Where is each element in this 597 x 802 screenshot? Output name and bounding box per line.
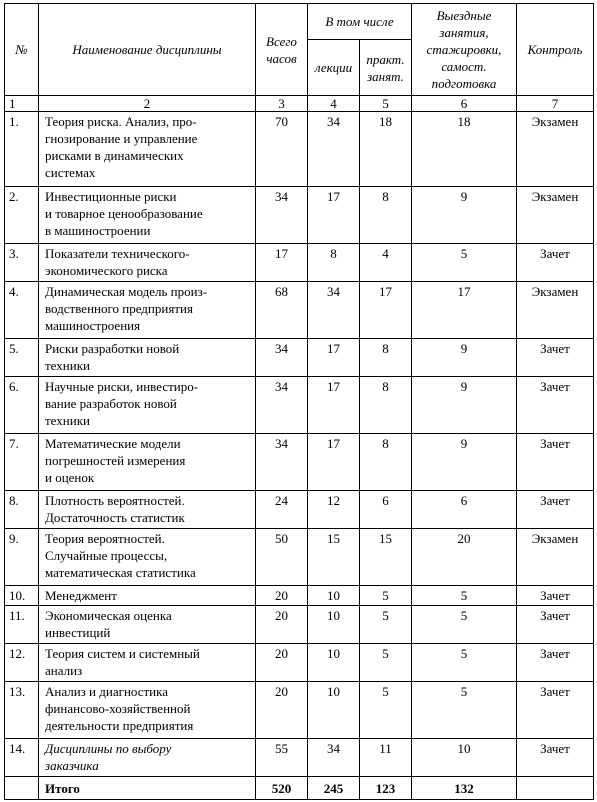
col-number: 5 bbox=[360, 96, 412, 112]
row-practice: 18 bbox=[360, 112, 412, 187]
header-control: Контроль bbox=[517, 4, 594, 96]
row-practice: 8 bbox=[360, 377, 412, 434]
table-row bbox=[5, 112, 594, 187]
row-name-line: Достаточность статистик bbox=[45, 510, 185, 525]
row-name-line: Теория вероятностей. bbox=[45, 531, 165, 546]
row-total: 20 bbox=[256, 644, 308, 682]
col-number: 2 bbox=[39, 96, 256, 112]
row-field: 5 bbox=[412, 586, 517, 606]
row-lectures: 15 bbox=[308, 529, 360, 586]
row-name-line: инвестиций bbox=[45, 625, 111, 640]
row-lectures: 12 bbox=[308, 491, 360, 529]
row-field: 5 bbox=[412, 606, 517, 644]
row-name bbox=[39, 112, 256, 187]
row-name bbox=[39, 339, 256, 377]
col-number: 3 bbox=[256, 96, 308, 112]
row-name-line: машиностроения bbox=[45, 318, 141, 333]
row-control: Зачет bbox=[517, 339, 594, 377]
row-practice: 5 bbox=[360, 586, 412, 606]
row-name bbox=[39, 434, 256, 491]
col-number: 7 bbox=[517, 96, 594, 112]
row-name-line: Математические модели bbox=[45, 436, 181, 451]
row-name-line: рисками в динамических bbox=[45, 148, 184, 163]
total-num bbox=[5, 777, 39, 800]
row-lectures: 8 bbox=[308, 244, 360, 282]
row-field: 20 bbox=[412, 529, 517, 586]
row-num: 3. bbox=[5, 244, 39, 282]
row-total: 68 bbox=[256, 282, 308, 339]
column-number-row bbox=[5, 96, 594, 112]
row-name-line: Динамическая модель произ- bbox=[45, 284, 208, 299]
row-practice: 8 bbox=[360, 339, 412, 377]
row-name bbox=[39, 491, 256, 529]
row-name bbox=[39, 244, 256, 282]
header-total-text: Всего часов bbox=[266, 33, 297, 66]
row-num: 1. bbox=[5, 112, 39, 187]
header-lectures: лекции bbox=[308, 40, 360, 96]
row-name-line: вание разработок новой bbox=[45, 396, 177, 411]
row-name bbox=[39, 529, 256, 586]
total-lectures: 245 bbox=[308, 777, 360, 800]
table-row bbox=[5, 739, 594, 777]
row-lectures: 10 bbox=[308, 606, 360, 644]
row-num: 12. bbox=[5, 644, 39, 682]
row-field: 10 bbox=[412, 739, 517, 777]
total-row bbox=[5, 777, 594, 800]
total-control bbox=[517, 777, 594, 800]
row-field: 17 bbox=[412, 282, 517, 339]
row-name bbox=[39, 586, 256, 606]
row-name-line: математическая статистика bbox=[45, 565, 196, 580]
row-name-line: системах bbox=[45, 165, 96, 180]
row-name-line: Менеджмент bbox=[45, 588, 117, 603]
row-total: 34 bbox=[256, 434, 308, 491]
table-row bbox=[5, 586, 594, 606]
row-total: 70 bbox=[256, 112, 308, 187]
row-control: Экзамен bbox=[517, 529, 594, 586]
row-name-line: водственного предприятия bbox=[45, 301, 193, 316]
header-name: Наименование дисциплины bbox=[39, 4, 256, 96]
row-num: 5. bbox=[5, 339, 39, 377]
row-control: Зачет bbox=[517, 244, 594, 282]
row-num: 6. bbox=[5, 377, 39, 434]
row-total: 50 bbox=[256, 529, 308, 586]
col-number: 6 bbox=[412, 96, 517, 112]
col-number: 4 bbox=[308, 96, 360, 112]
row-name-line: в машиностроении bbox=[45, 223, 151, 238]
row-practice: 5 bbox=[360, 682, 412, 739]
row-lectures: 10 bbox=[308, 586, 360, 606]
row-name-line: анализ bbox=[45, 663, 83, 678]
row-name-line: техники bbox=[45, 413, 90, 428]
curriculum-table bbox=[4, 3, 594, 800]
row-practice: 4 bbox=[360, 244, 412, 282]
row-name-line: гнозирование и управление bbox=[45, 131, 198, 146]
row-practice: 15 bbox=[360, 529, 412, 586]
row-lectures: 17 bbox=[308, 187, 360, 244]
table-row bbox=[5, 377, 594, 434]
row-num: 8. bbox=[5, 491, 39, 529]
row-name bbox=[39, 644, 256, 682]
row-name bbox=[39, 377, 256, 434]
row-num: 4. bbox=[5, 282, 39, 339]
row-control: Экзамен bbox=[517, 187, 594, 244]
row-name-line: и оценок bbox=[45, 470, 95, 485]
row-practice: 6 bbox=[360, 491, 412, 529]
row-name-line: Случайные процессы, bbox=[45, 548, 168, 563]
row-num: 11. bbox=[5, 606, 39, 644]
row-name-line: техники bbox=[45, 358, 90, 373]
row-total: 20 bbox=[256, 586, 308, 606]
table-row bbox=[5, 339, 594, 377]
row-total: 24 bbox=[256, 491, 308, 529]
total-hours: 520 bbox=[256, 777, 308, 800]
table-row bbox=[5, 606, 594, 644]
row-name-line: заказчика bbox=[45, 758, 99, 773]
row-control: Зачет bbox=[517, 377, 594, 434]
row-lectures: 17 bbox=[308, 377, 360, 434]
row-control: Зачет bbox=[517, 644, 594, 682]
col-number: 1 bbox=[5, 96, 39, 112]
row-lectures: 34 bbox=[308, 112, 360, 187]
row-name bbox=[39, 682, 256, 739]
header-row-top bbox=[5, 4, 594, 40]
row-lectures: 17 bbox=[308, 339, 360, 377]
table-body bbox=[5, 112, 594, 777]
curriculum-table-wrapper bbox=[4, 3, 594, 800]
row-control: Зачет bbox=[517, 491, 594, 529]
row-field: 9 bbox=[412, 187, 517, 244]
header-practice-text: практ. занят. bbox=[366, 51, 405, 84]
row-total: 20 bbox=[256, 682, 308, 739]
row-field: 18 bbox=[412, 112, 517, 187]
table-row bbox=[5, 187, 594, 244]
row-total: 55 bbox=[256, 739, 308, 777]
row-control: Зачет bbox=[517, 739, 594, 777]
row-name-line: Дисциплины по выбору bbox=[45, 741, 172, 756]
row-control: Зачет bbox=[517, 606, 594, 644]
row-name-line: Теория систем и системный bbox=[45, 646, 200, 661]
row-lectures: 34 bbox=[308, 282, 360, 339]
row-field: 5 bbox=[412, 682, 517, 739]
header-num: № bbox=[5, 4, 39, 96]
total-field: 132 bbox=[412, 777, 517, 800]
row-name-line: финансово-хозяйственной bbox=[45, 701, 191, 716]
row-name bbox=[39, 282, 256, 339]
row-total: 17 bbox=[256, 244, 308, 282]
row-practice: 11 bbox=[360, 739, 412, 777]
row-name-line: Плотность вероятностей. bbox=[45, 493, 185, 508]
row-total: 34 bbox=[256, 377, 308, 434]
table-row bbox=[5, 644, 594, 682]
total-label: Итого bbox=[39, 777, 256, 800]
table-row bbox=[5, 529, 594, 586]
row-control: Экзамен bbox=[517, 282, 594, 339]
row-name-line: экономического риска bbox=[45, 263, 168, 278]
table-row bbox=[5, 244, 594, 282]
row-control: Зачет bbox=[517, 434, 594, 491]
row-name-line: и товарное ценообразование bbox=[45, 206, 203, 221]
row-name-line: Показатели технического- bbox=[45, 246, 190, 261]
table-row bbox=[5, 282, 594, 339]
row-practice: 5 bbox=[360, 606, 412, 644]
row-control: Экзамен bbox=[517, 112, 594, 187]
row-name bbox=[39, 606, 256, 644]
row-num: 9. bbox=[5, 529, 39, 586]
row-field: 9 bbox=[412, 434, 517, 491]
row-num: 10. bbox=[5, 586, 39, 606]
row-lectures: 17 bbox=[308, 434, 360, 491]
row-lectures: 10 bbox=[308, 644, 360, 682]
row-field: 5 bbox=[412, 644, 517, 682]
row-total: 34 bbox=[256, 187, 308, 244]
header-including: В том числе bbox=[308, 4, 412, 40]
row-practice: 8 bbox=[360, 187, 412, 244]
row-num: 14. bbox=[5, 739, 39, 777]
row-name-line: Анализ и диагностика bbox=[45, 684, 169, 699]
row-total: 34 bbox=[256, 339, 308, 377]
row-name-line: погрешностей измерения bbox=[45, 453, 186, 468]
row-name-line: Экономическая оценка bbox=[45, 608, 172, 623]
row-lectures: 34 bbox=[308, 739, 360, 777]
row-field: 6 bbox=[412, 491, 517, 529]
row-field: 9 bbox=[412, 377, 517, 434]
row-name bbox=[39, 739, 256, 777]
row-practice: 17 bbox=[360, 282, 412, 339]
row-practice: 5 bbox=[360, 644, 412, 682]
table-row bbox=[5, 434, 594, 491]
row-name-line: Теория риска. Анализ, про- bbox=[45, 114, 197, 129]
row-control: Зачет bbox=[517, 586, 594, 606]
header-practice bbox=[360, 40, 412, 96]
table-row bbox=[5, 682, 594, 739]
row-num: 2. bbox=[5, 187, 39, 244]
row-total: 20 bbox=[256, 606, 308, 644]
row-control: Зачет bbox=[517, 682, 594, 739]
row-field: 5 bbox=[412, 244, 517, 282]
row-name-line: Риски разработки новой bbox=[45, 341, 180, 356]
header-field bbox=[412, 4, 517, 96]
header-field-text: Выездные занятия, стажировки, самост. подготовка bbox=[426, 8, 502, 91]
row-practice: 8 bbox=[360, 434, 412, 491]
row-num: 13. bbox=[5, 682, 39, 739]
row-name-line: Инвестиционные риски bbox=[45, 189, 177, 204]
row-name-line: деятельности предприятия bbox=[45, 718, 194, 733]
table-row bbox=[5, 491, 594, 529]
row-field: 9 bbox=[412, 339, 517, 377]
row-name-line: Научные риски, инвестиро- bbox=[45, 379, 199, 394]
row-lectures: 10 bbox=[308, 682, 360, 739]
row-name bbox=[39, 187, 256, 244]
total-practice: 123 bbox=[360, 777, 412, 800]
row-num: 7. bbox=[5, 434, 39, 491]
header-total bbox=[256, 4, 308, 96]
